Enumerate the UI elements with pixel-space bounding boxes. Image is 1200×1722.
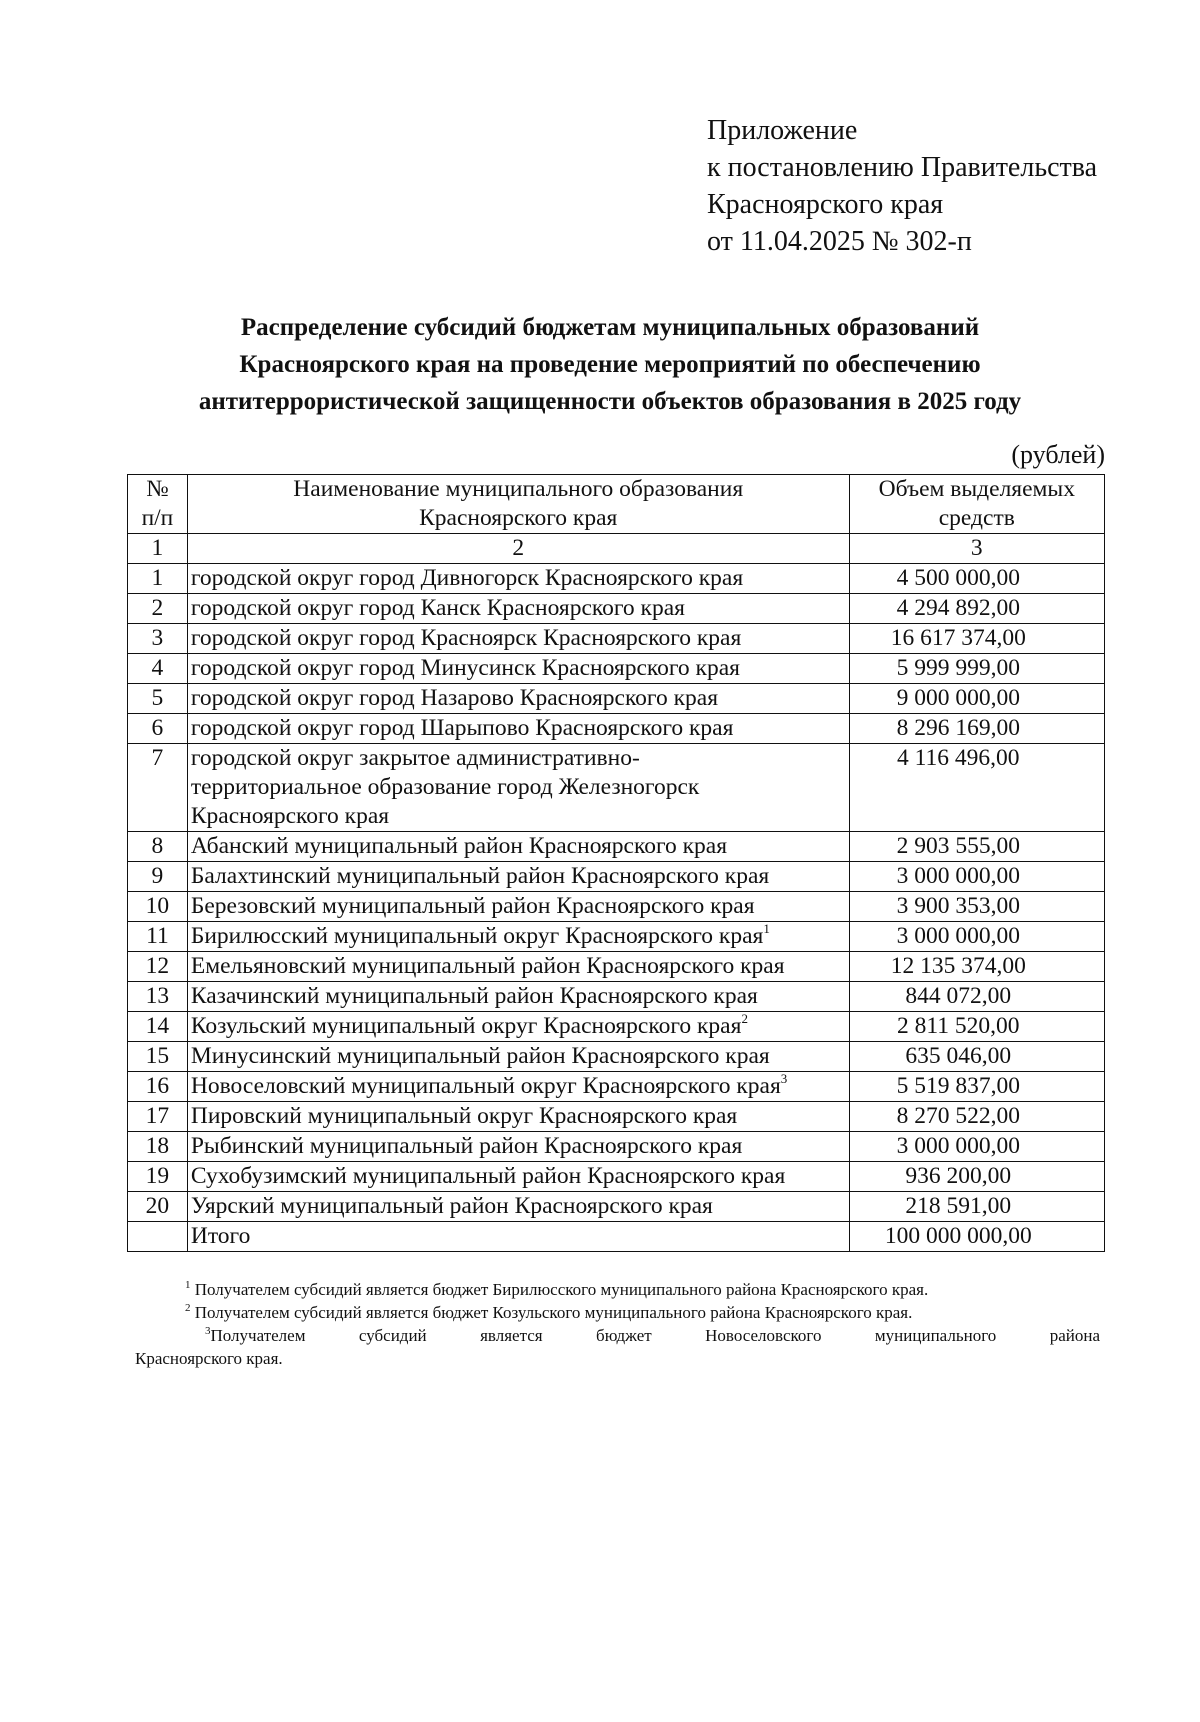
title-line: Красноярского края на проведение мероприятий по обеспечению xyxy=(239,351,981,378)
appendix-line: от 11.04.2025 № 302-п xyxy=(707,226,972,257)
header-num xyxy=(128,475,188,534)
row-name: Минусинский муниципальный район Красноярского края xyxy=(187,1042,849,1072)
row-number: 18 xyxy=(128,1132,188,1162)
footnote xyxy=(135,1301,1100,1324)
row-number: 12 xyxy=(128,952,188,982)
column-number-row xyxy=(128,534,1105,564)
row-name-line: городской округ закрытое административно- xyxy=(190,745,640,771)
header-text: № xyxy=(146,476,169,502)
table-row xyxy=(128,922,1105,952)
row-number: 17 xyxy=(128,1102,188,1132)
row-amount: 16 617 374,00 xyxy=(849,624,1104,654)
column-number: 3 xyxy=(849,534,1104,564)
row-name: Сухобузимский муниципальный район Красноярского края xyxy=(187,1162,849,1192)
column-number: 2 xyxy=(187,534,849,564)
table-row xyxy=(128,892,1105,922)
row-name: Емельяновский муниципальный район Красноярского края xyxy=(187,952,849,982)
row-number: 15 xyxy=(128,1042,188,1072)
row-amount: 3 000 000,00 xyxy=(849,862,1104,892)
row-number: 14 xyxy=(128,1012,188,1042)
row-name: Абанский муниципальный район Красноярского края xyxy=(187,832,849,862)
header-text: Наименование муниципального образования xyxy=(293,476,744,502)
table-row xyxy=(128,744,1105,832)
row-amount: 8 296 169,00 xyxy=(849,714,1104,744)
table-row xyxy=(128,654,1105,684)
row-amount: 844 072,00 xyxy=(849,982,1104,1012)
footnote-text: Получателем субсидий является бюджет Новоселовского муниципального района xyxy=(210,1326,1100,1345)
row-amount: 218 591,00 xyxy=(849,1192,1104,1222)
row-number: 20 xyxy=(128,1192,188,1222)
footnote-mark: 2 xyxy=(741,1011,748,1026)
footnote-text: Получателем субсидий является бюджет Козульского муниципального района Красноярского края. xyxy=(194,1303,913,1322)
row-number: 8 xyxy=(128,832,188,862)
appendix-line: Красноярского края xyxy=(707,189,944,220)
row-amount: 9 000 000,00 xyxy=(849,684,1104,714)
row-number: 19 xyxy=(128,1162,188,1192)
row-number: 5 xyxy=(128,684,188,714)
table-row xyxy=(128,1192,1105,1222)
total-number-cell xyxy=(128,1222,188,1252)
table-row xyxy=(128,1042,1105,1072)
row-amount: 4 500 000,00 xyxy=(849,564,1104,594)
row-number: 11 xyxy=(128,922,188,952)
row-name xyxy=(187,922,849,952)
row-name: городской округ город Красноярск Красноярского края xyxy=(187,624,849,654)
row-name-text: Бирилюсский муниципальный округ Красноярского края xyxy=(190,923,764,949)
row-amount: 3 000 000,00 xyxy=(849,922,1104,952)
row-name-line: территориальное образование город Железногорск xyxy=(190,774,700,800)
row-amount: 5 999 999,00 xyxy=(849,654,1104,684)
row-name: Пировский муниципальный округ Красноярского края xyxy=(187,1102,849,1132)
row-number: 6 xyxy=(128,714,188,744)
row-number: 7 xyxy=(128,744,188,832)
row-number: 2 xyxy=(128,594,188,624)
footnote-mark: 1 xyxy=(185,1279,191,1291)
row-name: городской округ город Минусинск Красноярского края xyxy=(187,654,849,684)
table-row xyxy=(128,982,1105,1012)
table-header-row xyxy=(128,475,1105,534)
table-row xyxy=(128,594,1105,624)
row-amount: 12 135 374,00 xyxy=(849,952,1104,982)
row-name: Балахтинский муниципальный район Красноярского края xyxy=(187,862,849,892)
column-number: 1 xyxy=(128,534,188,564)
row-name xyxy=(187,1012,849,1042)
title-line: антитеррористической защищенности объектов образования в 2025 году xyxy=(198,388,1022,415)
table-row xyxy=(128,1102,1105,1132)
table-row xyxy=(128,952,1105,982)
row-name xyxy=(187,1072,849,1102)
table-row xyxy=(128,1012,1105,1042)
appendix-line: Приложение xyxy=(707,115,858,146)
footnotes xyxy=(135,1278,1100,1370)
header-text: средств xyxy=(938,505,1015,531)
footnote-text: Получателем субсидий является бюджет Бирилюсского муниципального района Красноярского края. xyxy=(194,1280,929,1299)
row-amount: 635 046,00 xyxy=(849,1042,1104,1072)
row-number: 13 xyxy=(128,982,188,1012)
header-amount xyxy=(849,475,1104,534)
table-row xyxy=(128,624,1105,654)
row-amount: 4 294 892,00 xyxy=(849,594,1104,624)
document-title xyxy=(130,309,1090,420)
row-amount: 3 900 353,00 xyxy=(849,892,1104,922)
table-row xyxy=(128,714,1105,744)
row-amount: 3 000 000,00 xyxy=(849,1132,1104,1162)
table-row xyxy=(128,684,1105,714)
row-name: Казачинский муниципальный район Красноярского края xyxy=(187,982,849,1012)
footnote-mark: 3 xyxy=(205,1325,211,1337)
row-name: городской округ город Канск Красноярского края xyxy=(187,594,849,624)
row-name-text: Козульский муниципальный округ Красноярского края xyxy=(190,1013,742,1039)
row-amount: 4 116 496,00 xyxy=(849,744,1104,832)
row-number: 4 xyxy=(128,654,188,684)
total-amount: 100 000 000,00 xyxy=(849,1222,1104,1252)
table-row xyxy=(128,564,1105,594)
row-name xyxy=(187,744,849,832)
row-amount: 2 811 520,00 xyxy=(849,1012,1104,1042)
row-name: Уярский муниципальный район Красноярского края xyxy=(187,1192,849,1222)
footnote-mark: 3 xyxy=(780,1071,788,1086)
header-text: Красноярского края xyxy=(419,505,618,531)
row-number: 10 xyxy=(128,892,188,922)
units-label: (рублей) xyxy=(1011,440,1105,469)
table-row xyxy=(128,1162,1105,1192)
row-number: 9 xyxy=(128,862,188,892)
title-line: Распределение субсидий бюджетам муниципальных образований xyxy=(240,314,980,341)
row-amount: 936 200,00 xyxy=(849,1162,1104,1192)
row-amount: 2 903 555,00 xyxy=(849,832,1104,862)
appendix-header xyxy=(707,112,1097,260)
row-amount: 5 519 837,00 xyxy=(849,1072,1104,1102)
total-row xyxy=(128,1222,1105,1252)
footnote xyxy=(135,1278,1100,1301)
row-name-text: Новоселовский муниципальный округ Красноярского края xyxy=(190,1073,781,1099)
footnote-mark: 2 xyxy=(185,1302,191,1314)
row-number: 16 xyxy=(128,1072,188,1102)
row-name: городской округ город Шарыпово Красноярского края xyxy=(187,714,849,744)
row-name: Рыбинский муниципальный район Красноярского края xyxy=(187,1132,849,1162)
row-number: 3 xyxy=(128,624,188,654)
row-name: городской округ город Дивногорск Красноярского края xyxy=(187,564,849,594)
subsidy-table xyxy=(127,474,1105,1252)
footnote-mark: 1 xyxy=(763,921,770,936)
table-row xyxy=(128,1072,1105,1102)
footnote-continuation: Красноярского края. xyxy=(135,1349,283,1368)
row-name-line: Красноярского края xyxy=(190,803,390,829)
row-name: Березовский муниципальный район Красноярского края xyxy=(187,892,849,922)
footnote xyxy=(135,1324,1100,1347)
row-amount: 8 270 522,00 xyxy=(849,1102,1104,1132)
table-row xyxy=(128,1132,1105,1162)
appendix-line: к постановлению Правительства xyxy=(707,152,1098,183)
total-label: Итого xyxy=(187,1222,849,1252)
row-number: 1 xyxy=(128,564,188,594)
table-row xyxy=(128,832,1105,862)
table-row xyxy=(128,862,1105,892)
row-name: городской округ город Назарово Красноярского края xyxy=(187,684,849,714)
header-name xyxy=(187,475,849,534)
header-text: п/п xyxy=(141,505,174,531)
header-text: Объем выделяемых xyxy=(878,476,1075,502)
